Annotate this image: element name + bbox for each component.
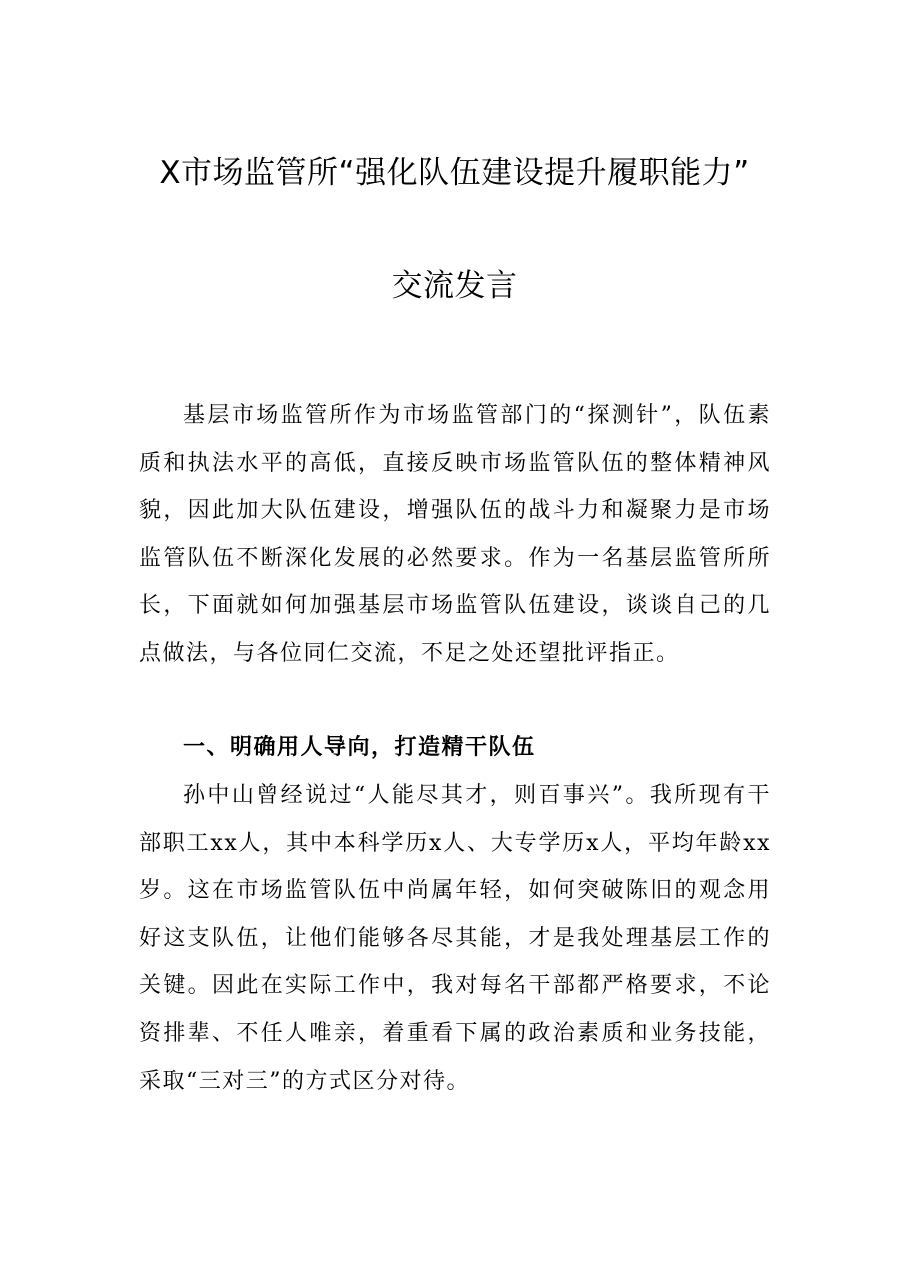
document-title-line-2: 交流发言 — [391, 268, 518, 304]
section-heading-1: 一、明确用人导向，打造精干队伍 — [183, 734, 536, 760]
section-1-paragraph: 孙中山曾经说过“人能尽其才，则百事兴”。我所现有干部职工xx人，其中本科学历x人、大专学历x人，平均年龄xx岁。这在市场监管队伍中尚属年轻，如何突破陈旧的观念用好这支队伍，让他们能够各尽其能，才是我处理基层工作的关键。因此在实际工作中，我对每名干部都严格要求，不论资排辈、不任人唯亲，着重看下属的政治素质和业务技能，采取“三对三”的方式区分对待。 — [139, 783, 771, 1094]
intro-paragraph: 基层市场监管所作为市场监管部门的“探测针”，队伍素质和执法水平的高低，直接反映市场监管队伍的整体精神风貌，因此加大队伍建设，增强队伍的战斗力和凝聚力是市场监管队伍不断深化发展的必然要求。作为一名基层监管所所长，下面就如何加强基层市场监管队伍建设，谈谈自己的几点做法，与各位同仁交流，不足之处还望批评指正。 — [139, 403, 771, 666]
document-title-line-1: X市场监管所“强化队伍建设提升履职能力” — [159, 155, 750, 191]
